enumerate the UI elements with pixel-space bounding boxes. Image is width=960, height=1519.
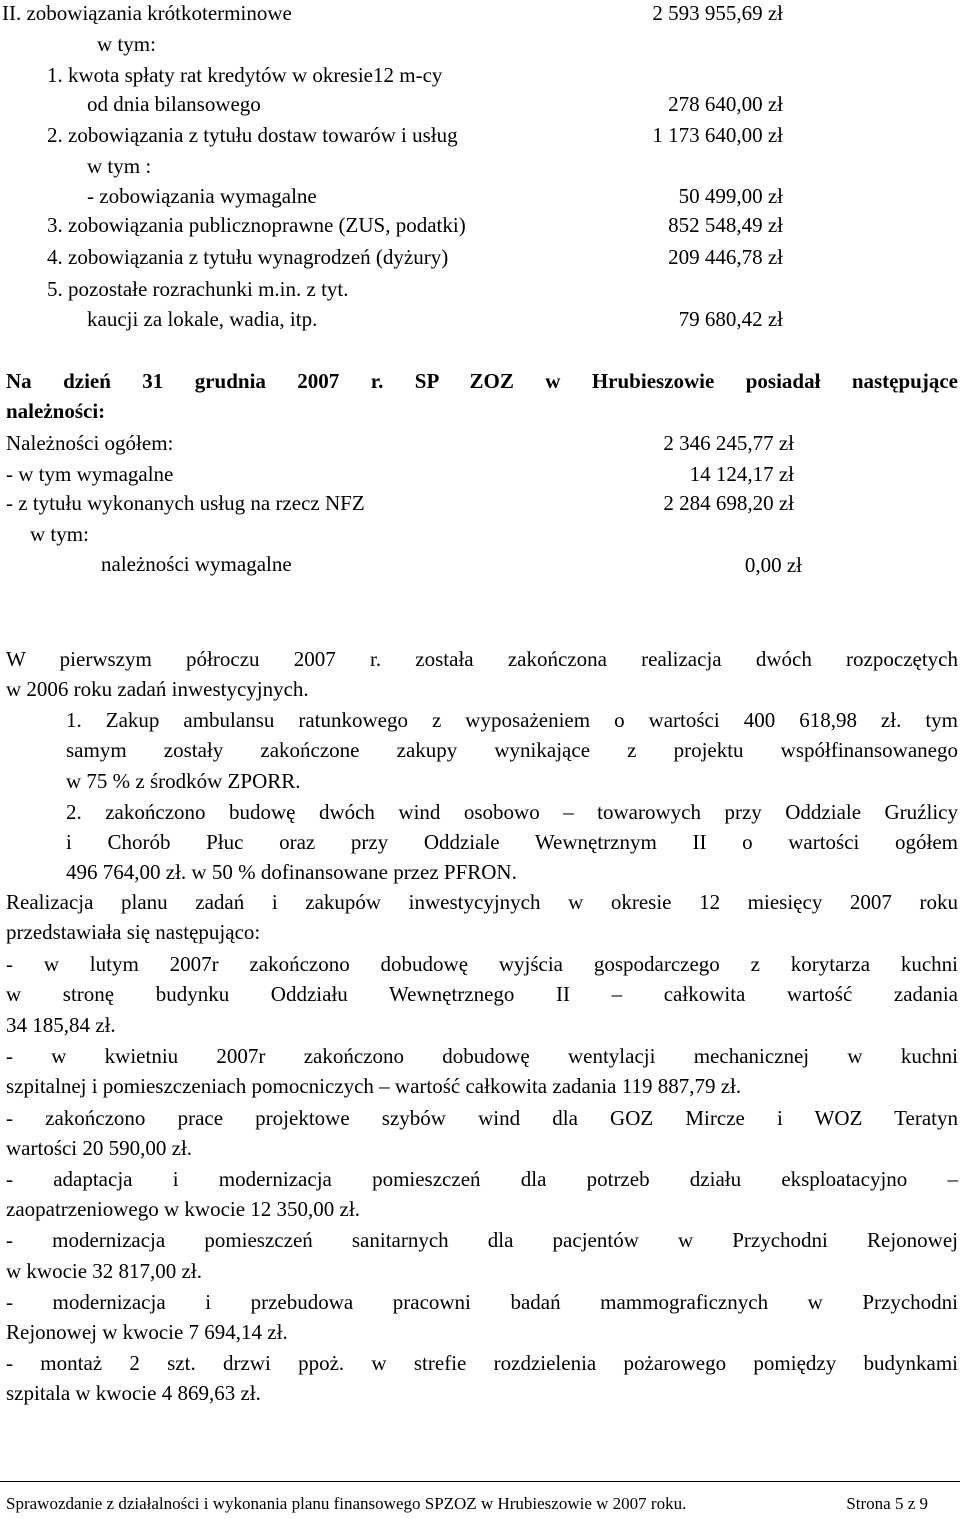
plan-item-1-line1: - w lutym 2007r zakończono dobudowę wyjścia gospodarczego z korytarza kuchni bbox=[6, 952, 958, 976]
investment-item-1-line2: samym zostały zakończone zakupy wynikające z projektu współfinansowanego bbox=[66, 738, 958, 762]
liability-item-3-label: 3. zobowiązania publicznoprawne (ZUS, podatki) bbox=[47, 213, 466, 237]
liability-item-2-in-that: w tym : bbox=[87, 154, 152, 178]
footer-title: Sprawozdanie z działalności i wykonania planu finansowego SPZOZ w Hrubieszowie w 2007 roku. bbox=[6, 1494, 687, 1513]
investments-intro-line1: W pierwszym półroczu 2007 r. została zakończona realizacja dwóch rozpoczętych bbox=[6, 647, 958, 671]
plan-item-4-line1: - adaptacja i modernizacja pomieszczeń dla potrzeb działu eksploatacyjno – bbox=[6, 1167, 958, 1191]
liabilities-total-value: 2 593 955,69 zł bbox=[652, 1, 783, 25]
plan-item-7-line1: - montaż 2 szt. drzwi ppoż. w strefie rozdzielenia pożarowego pomiędzy budynkami bbox=[6, 1351, 958, 1375]
receivables-nfz-label: - z tytułu wykonanych usług na rzecz NFZ bbox=[6, 491, 365, 515]
plan-item-6-line2: Rejonowej w kwocie 7 694,14 zł. bbox=[6, 1320, 288, 1344]
plan-item-5-line1: - modernizacja pomieszczeń sanitarnych dla pacjentów w Przychodni Rejonowej bbox=[6, 1228, 958, 1252]
investment-item-2-line3: 496 764,00 zł. w 50 % dofinansowane przez PFRON. bbox=[66, 860, 517, 884]
liability-item-1-line2: od dnia bilansowego bbox=[87, 92, 261, 116]
plan-item-1-line2: w stronę budynku Oddziału Wewnętrznego II – całkowita wartość zadania bbox=[6, 982, 958, 1006]
plan-item-7-line2: szpitala w kwocie 4 869,63 zł. bbox=[6, 1381, 261, 1405]
receivables-due-label: - w tym wymagalne bbox=[6, 462, 174, 486]
investment-item-2-line1: 2. zakończono budowę dwóch wind osobowo – towarowych przy Oddziale Gruźlicy bbox=[66, 800, 958, 824]
footer-divider bbox=[0, 1481, 960, 1482]
liability-item-4-value: 209 446,78 zł bbox=[668, 245, 783, 269]
investment-item-2-line2: i Chorób Płuc oraz przy Oddziale Wewnętrznym II o wartości ogółem bbox=[66, 830, 958, 854]
liabilities-heading: II. zobowiązania krótkoterminowe bbox=[2, 1, 292, 25]
plan-item-5-line2: w kwocie 32 817,00 zł. bbox=[6, 1259, 202, 1283]
plan-item-2-line1: - w kwietniu 2007r zakończono dobudowę wentylacji mechanicznej w kuchni bbox=[6, 1044, 958, 1068]
plan-item-2-line2: szpitalnej i pomieszczeniach pomocniczych – wartość całkowita zadania 119 887,79 zł. bbox=[6, 1074, 742, 1098]
plan-item-3-line2: wartości 20 590,00 zł. bbox=[6, 1136, 193, 1160]
liability-item-2-value: 1 173 640,00 zł bbox=[652, 123, 783, 147]
receivables-nfz-value: 2 284 698,20 zł bbox=[663, 491, 794, 515]
receivables-total-value: 2 346 245,77 zł bbox=[663, 431, 794, 455]
receivables-nfz-in-that: w tym: bbox=[30, 522, 89, 546]
plan-intro-line2: przedstawiała się następująco: bbox=[6, 920, 261, 944]
receivables-intro-line1: Na dzień 31 grudnia 2007 r. SP ZOZ w Hrubieszowie posiadał następujące bbox=[6, 369, 958, 393]
investments-intro-line2: w 2006 roku zadań inwestycyjnych. bbox=[6, 677, 309, 701]
plan-item-6-line1: - modernizacja i przebudowa pracowni badań mammograficznych w Przychodni bbox=[6, 1290, 958, 1314]
liability-item-2-sub-label: - zobowiązania wymagalne bbox=[87, 184, 317, 208]
liability-item-1-line1: 1. kwota spłaty rat kredytów w okresie12 m-cy bbox=[47, 63, 443, 87]
receivables-nfz-due-label: należności wymagalne bbox=[101, 552, 292, 576]
receivables-nfz-due-value: 0,00 zł bbox=[744, 553, 802, 577]
liability-item-2-label: 2. zobowiązania z tytułu dostaw towarów i usług bbox=[47, 123, 458, 147]
plan-item-4-line2: zaopatrzeniowego w kwocie 12 350,00 zł. bbox=[6, 1197, 360, 1221]
liabilities-in-that-label: w tym: bbox=[97, 32, 156, 56]
liability-item-5-value: 79 680,42 zł bbox=[678, 307, 783, 331]
investment-item-1-line3: w 75 % z środków ZPORR. bbox=[66, 769, 301, 793]
plan-item-1-line3: 34 185,84 zł. bbox=[6, 1013, 116, 1037]
receivables-intro-line2: należności: bbox=[6, 399, 106, 423]
receivables-due-value: 14 124,17 zł bbox=[689, 462, 794, 486]
plan-item-3-line1: - zakończono prace projektowe szybów wind dla GOZ Mircze i WOZ Teratyn bbox=[6, 1106, 958, 1130]
liability-item-5-line1: 5. pozostałe rozrachunki m.in. z tyt. bbox=[47, 277, 349, 301]
liability-item-5-line2: kaucji za lokale, wadia, itp. bbox=[87, 307, 318, 331]
liability-item-3-value: 852 548,49 zł bbox=[668, 213, 783, 237]
footer-page-number: Strona 5 z 9 bbox=[846, 1494, 928, 1513]
liability-item-4-label: 4. zobowiązania z tytułu wynagrodzeń (dyżury) bbox=[47, 245, 449, 269]
investment-item-1-line1: 1. Zakup ambulansu ratunkowego z wyposażeniem o wartości 400 618,98 zł. tym bbox=[66, 708, 958, 732]
receivables-total-label: Należności ogółem: bbox=[6, 431, 174, 455]
liability-item-1-value: 278 640,00 zł bbox=[668, 92, 783, 116]
plan-intro-line1: Realizacja planu zadań i zakupów inwestycyjnych w okresie 12 miesięcy 2007 roku bbox=[6, 890, 958, 914]
liability-item-2-sub-value: 50 499,00 zł bbox=[678, 184, 783, 208]
